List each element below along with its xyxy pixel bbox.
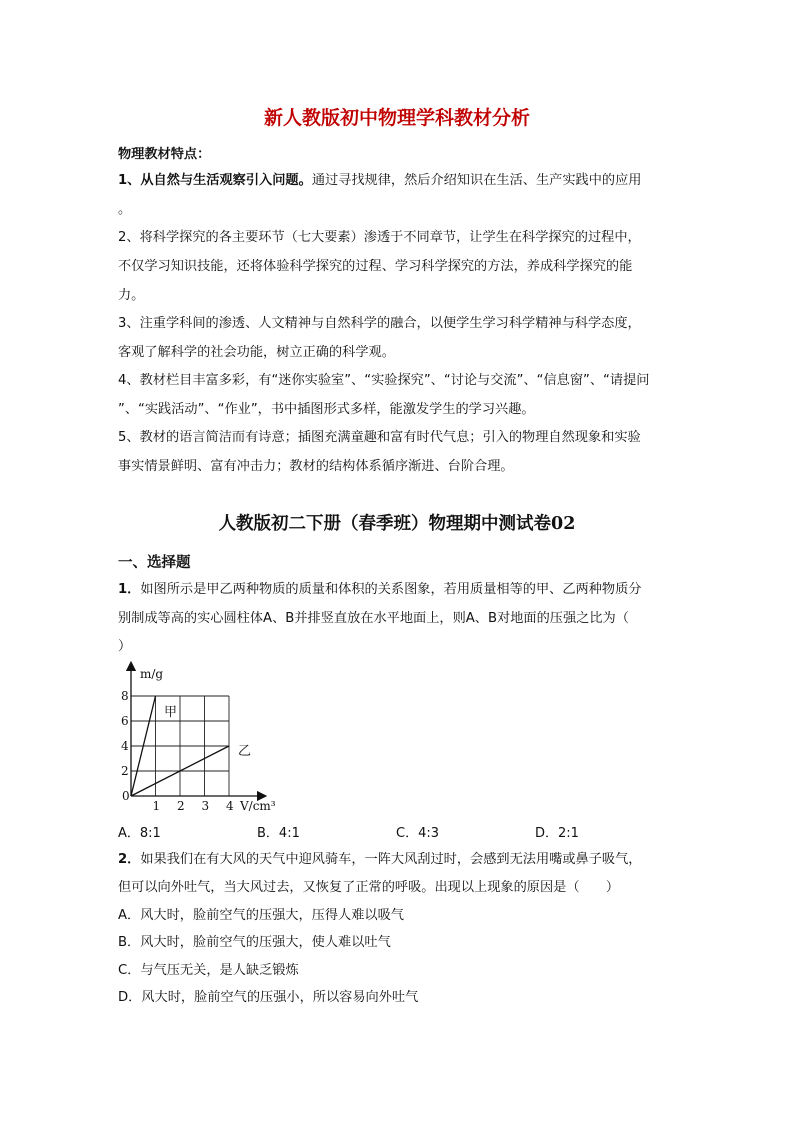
question-2-line-2: 但可以向外吐气，当大风过去，又恢复了正常的呼吸。出现以上现象的原因是（ ）: [118, 880, 620, 895]
q2-option-d: D．风大时，脸前空气的压强小，所以容易向外吐气: [118, 990, 419, 1005]
question-1-text: 如图所示是甲乙两种物质的质量和体积的关系图象，若用质量相等的甲、乙两种物质分: [140, 582, 642, 597]
paragraph-2-line-2: 不仅学习知识技能，还将体验科学探究的过程、学习科学探究的方法，养成科学探究的能: [118, 259, 633, 274]
document-title: 新人教版初中物理学科教材分析: [263, 107, 530, 129]
y-tick-label: 2: [121, 764, 129, 778]
paragraph-3-line-1: 3、注重学科间的渗透、人文精神与自然科学的融合，以便学生学习科学精神与科学态度，: [118, 316, 641, 331]
exam-title: 人教版初二下册（春季班）物理期中测试卷02: [218, 514, 576, 534]
question-2-text: 如果我们在有大风的天气中迎风骑车，一阵大风刮过时，会感到无法用嘴或鼻子吸气，: [140, 852, 642, 867]
paragraph-1-line-2: 。: [118, 202, 132, 217]
question-1-line-2: 别制成等高的实心圆柱体A、B并排竖直放在水平地面上，则A、B对地面的压强之比为（: [118, 611, 629, 626]
x-tick-label: 2: [177, 799, 185, 813]
y-axis-label: m/g: [140, 667, 164, 681]
paragraph-1-line-1: [118, 171, 642, 191]
question-1-line-1: [118, 580, 642, 600]
y-tick-label: 4: [121, 739, 129, 753]
grid: [131, 696, 229, 796]
paragraph-4-line-2: ”、“实践活动”、“作业”，书中插图形式多样，能激发学生的学习兴趣。: [118, 402, 535, 417]
paragraph-2-line-1: 2、将科学探究的各主要环节（七大要素）渗透于不同章节，让学生在科学探究的过程中，: [118, 230, 641, 245]
q1-option-d: D．2:1: [535, 826, 579, 841]
question-1-number: 1．: [118, 582, 141, 597]
q2-option-c: C．与气压无关，是人缺乏锻炼: [118, 963, 299, 978]
paragraph-5-line-2: 事实情景鲜明、富有冲击力；教材的结构体系循序渐进、台阶合理。: [118, 459, 514, 474]
q1-option-b: B．4:1: [257, 826, 300, 841]
x-tick-label: 4: [226, 799, 234, 813]
question-2-line-1: [118, 850, 642, 870]
x-tick-label: 0: [122, 789, 130, 803]
x-tick-label: 1: [152, 799, 161, 813]
x-axis-label: V/cm³: [240, 799, 276, 813]
paragraph-1-text: 通过寻找规律，然后介绍知识在生活、生产实践中的应用: [311, 173, 642, 188]
question-1-line-3: ）: [118, 639, 132, 654]
tick-labels: [121, 689, 234, 813]
section-heading: 一、选择题: [118, 555, 191, 571]
q2-option-a: A．风大时，脸前空气的压强大，压得人难以吸气: [118, 908, 404, 923]
q2-option-b: B．风大时，脸前空气的压强大，使人难以吐气: [118, 935, 391, 950]
question-2-number: 2．: [118, 852, 141, 867]
paragraph-3-line-2: 客观了解科学的社会功能，树立正确的科学观。: [118, 345, 395, 360]
y-tick-label: 6: [121, 714, 129, 728]
series-label-jia: 甲: [164, 705, 178, 720]
paragraph-4-line-1: 4、教材栏目丰富多彩，有“迷你实验室”、“实验探究”、“讨论与交流”、“信息窗”、“请提问: [118, 373, 650, 388]
features-heading: 物理教材特点：: [118, 147, 211, 162]
x-tick-label: 3: [201, 799, 210, 813]
paragraph-2-line-3: 力。: [118, 288, 145, 303]
paragraph-1-lead: 1、从自然与生活观察引入问题。: [118, 173, 312, 188]
paragraph-5-line-1: 5、教材的语言简洁而有诗意；插图充满童趣和富有时代气息；引入的物理自然现象和实验: [118, 430, 641, 445]
mass-volume-graph: [112, 660, 302, 815]
q1-option-a: A．8:1: [118, 826, 161, 841]
y-tick-label: 8: [121, 689, 129, 703]
q1-option-c: C．4:3: [396, 826, 439, 841]
series-label-yi: 乙: [238, 744, 252, 759]
